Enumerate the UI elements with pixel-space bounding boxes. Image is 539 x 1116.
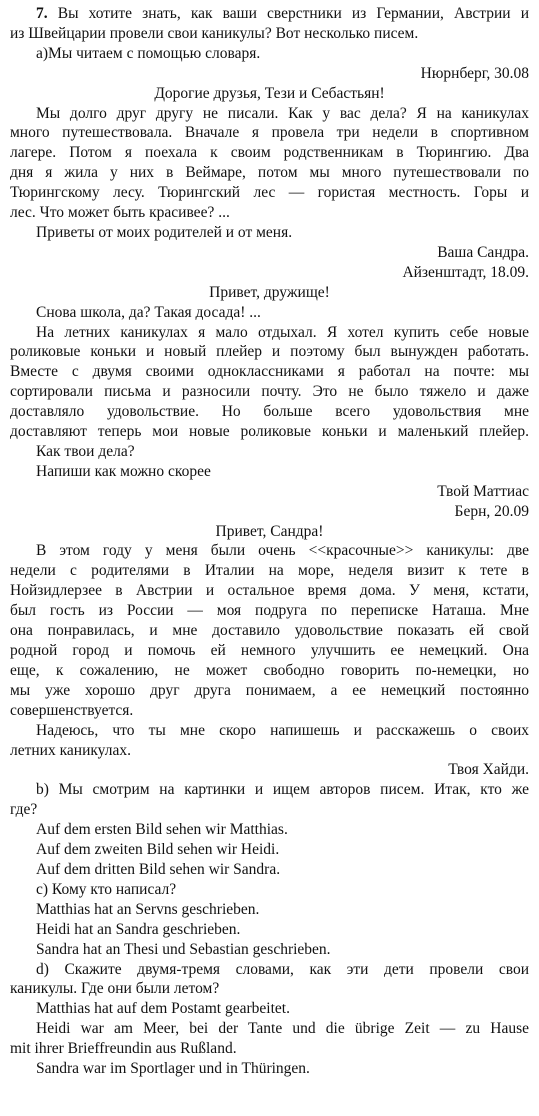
part-b-answer: Auf dem dritten Bild sehen wir Sandra. <box>36 860 281 878</box>
letter3-body-line: мы уже хорошо друг друга понимаем, а ее немецкий постоянно <box>10 681 529 699</box>
part-d-answer: Matthias hat auf dem Postamt gearbeitet. <box>36 1000 290 1018</box>
letter3-body-line: она понравилась, и мне доставило удовольствие показать ей свой <box>10 622 529 640</box>
letter3-body-line: недели с родителями в Италии на море, неделя визит к тете в <box>10 562 529 580</box>
task-number: 7. <box>36 5 48 22</box>
part-d-answer: mit ihrer Brieffreundin aus Rußland. <box>10 1040 237 1058</box>
letter1-body-line: лес. Что может быть красивее? ... <box>10 204 230 222</box>
letter2-question: Как твои дела? <box>36 442 135 460</box>
letter3-body-line: был гость из России — моя подруга по переписке Наташа. Мне <box>10 602 529 620</box>
part-b-question-line: где? <box>10 801 38 819</box>
letter2-body-line: роликовые коньки и новый плейер и поэтому был вынужден работать. <box>10 343 529 361</box>
task-intro-line: 7. Вы хотите знать, как ваши сверстники из Германии, Австрии и <box>36 5 529 22</box>
letter3-body-line: родной город и помочь ей немного улучшить ее немецкий. Она <box>10 642 529 659</box>
letter2-greeting: Привет, дружище! <box>209 283 330 301</box>
part-d-answer: Sandra war im Sportlager und in Thüringen. <box>36 1060 310 1078</box>
letter2-body-line: доставляют теперь мои новые роликовые коньки и маленький плейер. <box>10 423 529 441</box>
part-c-question: с) Кому кто написал? <box>36 880 177 898</box>
letter2-body-line: сортировали письма и разносили почту. Это не было тяжело и даже <box>10 383 529 401</box>
letter2-body-line: Вместе с двумя своими одноклассниками я работал на почте: мы <box>10 363 529 381</box>
letter1-place-date: Нюрнберг, 30.08 <box>420 64 529 82</box>
part-c-answer: Matthias hat an Servns geschrieben. <box>36 900 260 918</box>
letter1-body-line: лагере. Потом я поехала к своим родственникам в Тюрингию. Два <box>10 144 529 162</box>
letter3-place-date: Берн, 20.09 <box>454 502 529 520</box>
letter2-body-line: На летних каникулах я мало отдыхал. Я хотел купить себе новые <box>36 323 529 341</box>
letter1-body-line: Мы долго друг другу не писали. Как у вас дела? Я на каникулах <box>36 104 529 122</box>
part-b-answer: Auf dem zweiten Bild sehen wir Heidi. <box>36 841 280 859</box>
letter1-signature: Ваша Сандра. <box>437 243 529 261</box>
part-b-answer: Auf dem ersten Bild sehen wir Matthias. <box>36 821 288 839</box>
letter1-body-line: дня я жила у них в Веймаре, потом мы много путешествовали по <box>10 164 529 182</box>
letter3-hope-line: летних каникулах. <box>10 741 131 759</box>
part-c-answer: Sandra hat an Thesi und Sebastian geschrieben. <box>36 940 331 958</box>
letter2-opening: Снова школа, да? Такая досада! ... <box>36 303 261 321</box>
letter2-place-date: Айзенштадт, 18.09. <box>402 263 529 281</box>
letter1-body-line: Тюрингскому лесу. Тюрингский лес — гористая местность. Горы и <box>10 184 529 202</box>
task-intro-line: из Швейцарии провели свои каникулы? Вот несколько писем. <box>10 24 419 42</box>
letter3-greeting: Привет, Сандра! <box>215 522 324 540</box>
letter2-closing: Напиши как можно скорее <box>36 462 211 480</box>
letter3-body-line: еще, к сожалению, не может свободно говорить по-немецки, но <box>10 661 529 679</box>
part-d-question-line: каникулы. Где они были летом? <box>10 980 220 998</box>
letter3-signature: Твоя Хайди. <box>448 761 529 779</box>
letter3-body-line: Нойзидлерзее в Австрии и остальное время дома. У меня, кстати, <box>10 582 529 600</box>
part-d-answer: Heidi war am Meer, bei der Tante und die übrige Zeit — zu Hause <box>36 1020 529 1038</box>
letter2-signature: Твой Маттиас <box>437 482 529 500</box>
part-a-heading: а)Мы читаем с помощью словаря. <box>36 44 261 62</box>
letter3-hope-line: Надеюсь, что ты мне скоро напишешь и расскажешь о своих <box>36 721 529 739</box>
letter3-body-line: В этом году у меня были очень <<красочные>> каникулы: две <box>36 542 529 560</box>
letter1-body-line: много путешествовала. Вначале я провела три недели в спортивном <box>10 124 529 142</box>
part-b-question-line: b) Мы смотрим на картинки и ищем авторов писем. Итак, кто же <box>36 781 529 799</box>
letter2-body-line: доставляло удовольствие. Но больше всего удовольствия мне <box>10 403 529 421</box>
letter1-regards: Приветы от моих родителей и от меня. <box>36 223 293 241</box>
part-d-question-line: d) Скажите двумя-тремя словами, как эти дети провели свои <box>36 960 529 978</box>
letter1-greeting: Дорогие друзья, Тези и Себастьян! <box>154 84 385 102</box>
part-c-answer: Heidi hat an Sandra geschrieben. <box>36 920 241 938</box>
letter3-body-line: совершенствуется. <box>10 701 134 719</box>
